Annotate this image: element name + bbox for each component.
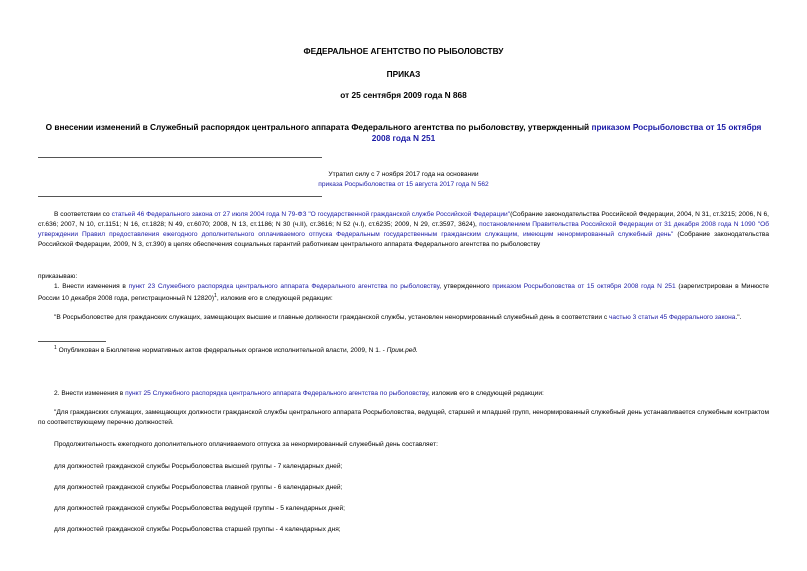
footnote	[38, 344, 769, 356]
footnote-divider	[38, 341, 106, 342]
footnote-text: Опубликован в Бюллетене нормативных актов федеральных органов исполнительной власти, 2009, N 1. -	[58, 347, 385, 355]
article-45-link[interactable]: частью 3 статьи 45 Федерального закона	[608, 314, 736, 321]
preamble-text-3: (Собрание законодательства Российской Федерации, 2009, N 3, ст.390) в целях обеспечения социальных гарантий работникам центрального аппарата Федерального агентства по рыболовству	[38, 230, 770, 248]
title-text: О внесении изменений в Служебный распорядок центрального аппарата Федерального агентства по рыболовству, утвержденный	[45, 122, 590, 132]
status-line: Утратил силу с 7 ноября 2017 года на основании	[328, 171, 479, 178]
footnote-note: Прим.ред.	[386, 347, 418, 355]
quote-1-text: "В Росрыболовстве для гражданских служащих, замещающих высшие и главные должности гражданской службы, установлен ненормированный служебный день в соответствии с	[54, 314, 608, 321]
duration-item: для должностей гражданской службы Росрыболовства высшей группы - 7 календарных дней;	[54, 463, 343, 470]
divider-bottom	[38, 196, 322, 197]
duration-item: для должностей гражданской службы Росрыболовства ведущей группы - 5 календарных дней;	[54, 505, 345, 512]
item-25-link[interactable]: пункт 25 Служебного распорядка центрального аппарата Федерального агентства по рыболовству	[125, 390, 428, 397]
divider-top	[38, 157, 322, 158]
item-2-paragraph	[38, 389, 769, 399]
quote-1-paragraph	[38, 313, 769, 323]
document-title	[36, 122, 771, 144]
preamble-paragraph	[38, 210, 769, 250]
quote-2-paragraph: "Для гражданских служащих, замещающих должности гражданской службы центрального аппарата Росрыболовства, ведущей, старшей и младшей групп, ненормированный служебный день устанавливается служебным контрактом по соответствующему перечню должностей.	[38, 409, 769, 426]
agency-name: ФЕДЕРАЛЬНОЕ АГЕНТСТВО ПО РЫБОЛОВСТВУ	[303, 46, 504, 56]
item-23-link[interactable]: пункт 23 Служебного распорядка центрального аппарата Федерального агентства по рыболовству	[128, 283, 440, 290]
quote-1-end: .".	[735, 314, 742, 321]
preamble-text-1: В соответствии со	[54, 211, 110, 218]
government-decree-link[interactable]: постановлением Правительства Российской Федерации от 31 декабря 2008 года N 1090 "Об утверждении Правил предоставления ежегодного дополнительного оплачиваемого отпуска Федеральным государственным гражданским служащим, имеющим ненормированный служебный день"	[38, 220, 770, 238]
title-order-link[interactable]: приказом Росрыболовства от 15 октября 2008 года N 251	[371, 122, 762, 143]
order-word: приказываю:	[38, 273, 78, 280]
duration-item: для должностей гражданской службы Росрыболовства старшей группы - 4 календарных дня;	[54, 526, 341, 533]
preamble-text-2: (Собрание законодательства Российской Федерации, 2004, N 31, ст.3215; 2006, N 6, ст.636; 2007, N 10, ст.1151; N 16, ст.1828; N 49, ст.6070; 2008, N 13, ст.1186; N 30 (ч.II), ст.3616; N 52 (ч.I), ст.6235; 2009, N 29, ст.3597, 3624),	[38, 211, 769, 228]
duration-item: для должностей гражданской службы Росрыболовства главной группы - 6 календарных дней;	[54, 484, 343, 491]
item-2-text-1: 2. Внести изменения в	[54, 390, 124, 397]
item-1-text-4: , изложив его в следующей редакции:	[216, 295, 333, 303]
item-1-text-2: , утвержденного	[439, 283, 490, 290]
order-251-link[interactable]: приказом Росрыболовства от 15 октября 2008 года N 251	[492, 283, 676, 290]
status-note	[0, 170, 807, 190]
footnote-mark: 1	[54, 345, 57, 351]
document-type: ПРИКАЗ	[386, 69, 421, 79]
status-repeal-link[interactable]: приказа Росрыболовства от 15 августа 2017 года N 562	[318, 181, 489, 188]
item-1-paragraph	[38, 282, 769, 304]
item-1-text-3: (зарегистрирован в Минюсте России 10 декабря 2008 года, регистрационный N 12820)	[38, 283, 769, 303]
federal-law-link[interactable]: статьей 46 Федерального закона от 27 июля 2004 года N 79-ФЗ "О государственной гражданской службе Российской Федерации"	[111, 211, 511, 218]
footnote-ref: 1	[214, 292, 217, 299]
duration-intro: Продолжительность ежегодного дополнительного оплачиваемого отпуска за ненормированный служебный день составляет:	[54, 441, 438, 448]
document-date-number: от 25 сентября 2009 года N 868	[340, 90, 467, 100]
item-2-text-2: , изложив его в следующей редакции:	[427, 390, 544, 397]
item-1-text-1: 1. Внести изменения в	[54, 283, 126, 290]
